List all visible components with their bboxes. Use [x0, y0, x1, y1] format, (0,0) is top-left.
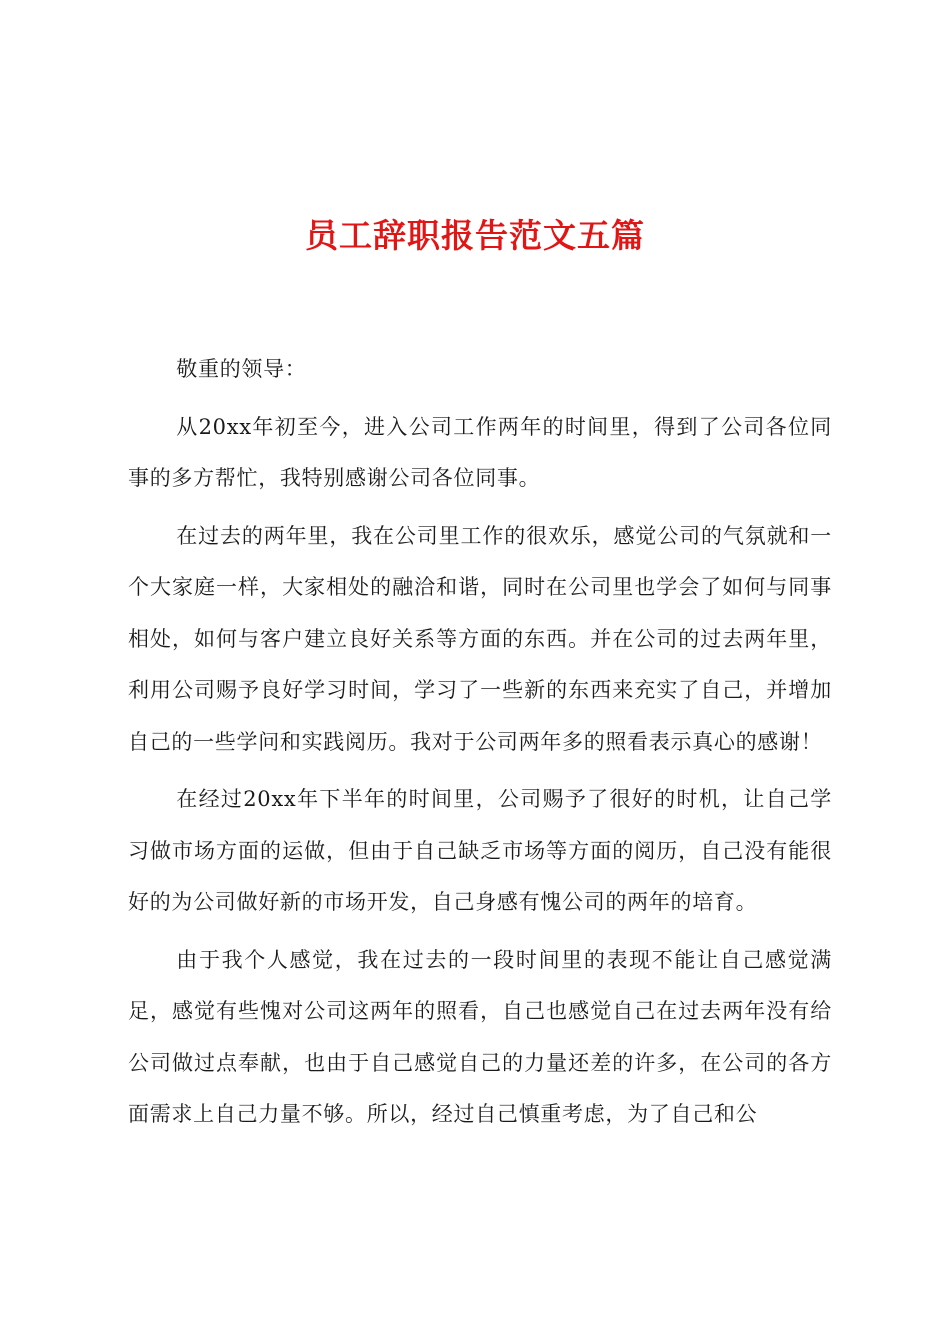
document-title: 员工辞职报告范文五篇 — [305, 216, 645, 255]
paragraph-4: 由于我个人感觉，我在过去的一段时间里的表现不能让自己感觉满足，感觉有些愧对公司这两年的照看，自己也感觉自己在过去两年没有给公司做过点奉献，也由于自己感觉自己的力量还差的许多，在公司的各方面需求上自己力量不够。所以，经过自己慎重考虑，为了自己和公 — [128, 947, 832, 1126]
paragraph-2: 在过去的两年里，我在公司里工作的很欢乐，感觉公司的气氛就和一个大家庭一样，大家相处的融洽和谐，同时在公司里也学会了如何与同事相处，如何与客户建立良好关系等方面的东西。并在公司的过去两年里，利用公司赐予良好学习时间，学习了一些新的东西来充实了自己，并增加自己的一些学问和实践阅历。我对于公司两年多的照看表示真心的感谢！ — [128, 523, 832, 754]
paragraph-3: 在经过20xx年下半年的时间里，公司赐予了很好的时机，让自己学习做市场方面的运做，但由于自己缺乏市场等方面的阅历，自己没有能很好的为公司做好新的市场开发，自己身感有愧公司的两年的培育。 — [128, 787, 832, 914]
document-body — [128, 344, 832, 1141]
salutation: 敬重的领导： — [176, 357, 307, 381]
paragraph-1: 从20xx年初至今，进入公司工作两年的时间里，得到了公司各位同事的多方帮忙，我特别感谢公司各位同事。 — [128, 414, 832, 490]
